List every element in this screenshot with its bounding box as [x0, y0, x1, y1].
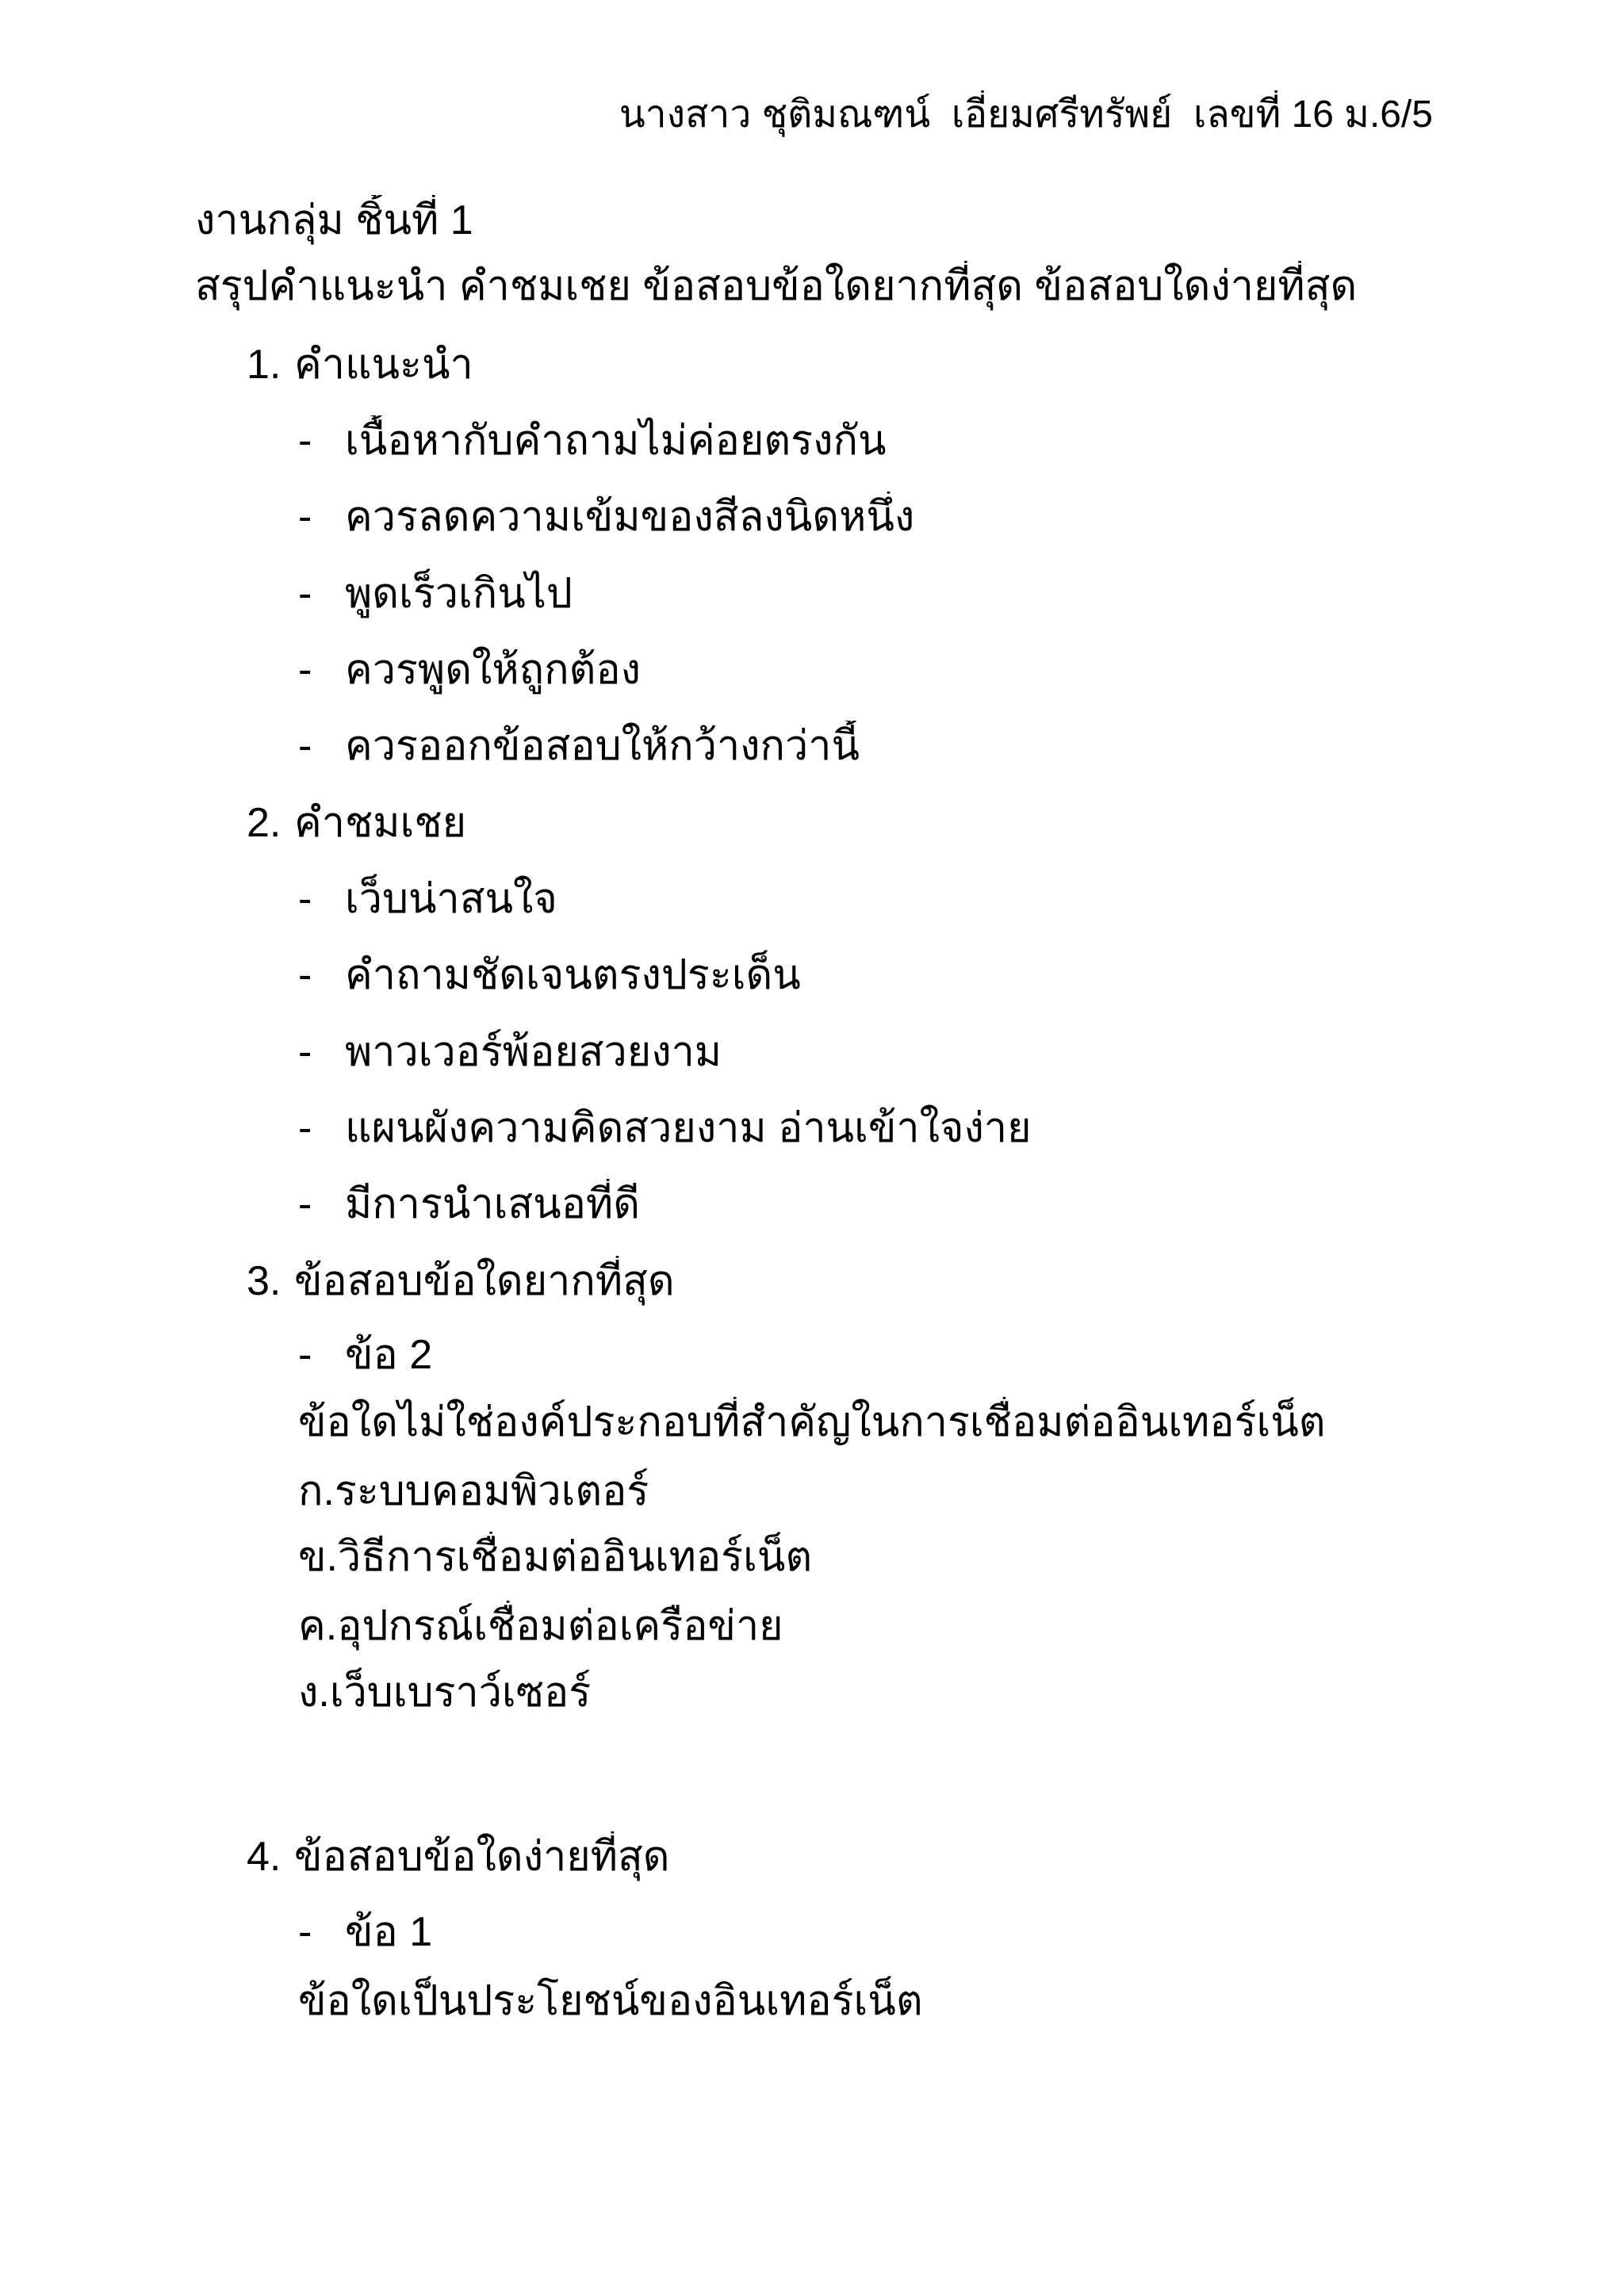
- list-item: [298, 492, 1537, 542]
- list-item: [298, 1103, 1537, 1154]
- list-item: [298, 645, 1537, 695]
- list-item: [298, 1179, 1537, 1230]
- answer-choice: ก.ระบบคอมพิวเตอร์: [298, 1468, 649, 1514]
- list-marker: -: [298, 571, 312, 617]
- list-item-text: ข้อ 2: [345, 1332, 433, 1378]
- section-heading-hardest-question: [247, 1256, 1537, 1307]
- section-heading-label: ข้อสอบข้อใดง่ายที่สุด: [294, 1834, 670, 1880]
- list-item-text: ควรพูดให้ถูกต้อง: [345, 647, 641, 693]
- document-subtitle: สรุปคำแนะนำ คำชมเชย ข้อสอบข้อใดยากที่สุด ข้อสอบใดง่ายที่สุด: [195, 263, 1358, 309]
- list-marker: -: [298, 1105, 312, 1151]
- list-marker: -: [298, 1029, 312, 1075]
- document-title: งานกลุ่ม ชิ้นที่ 1: [195, 197, 473, 243]
- list-item-text: มีการนำเสนอที่ดี: [345, 1181, 640, 1227]
- list-item-text: ข้อ 1: [345, 1909, 433, 1955]
- section-number: 3.: [247, 1258, 282, 1304]
- list-marker: -: [298, 647, 312, 693]
- question-text: ข้อใดไม่ใช่องค์ประกอบที่สำคัญในการเชื่อมต่ออินเทอร์เน็ต: [298, 1399, 1326, 1445]
- section-heading-advice: [247, 339, 1537, 390]
- list-item: [298, 874, 1537, 924]
- list-item-text: เนื้อหากับคำถามไม่ค่อยตรงกัน: [345, 418, 887, 464]
- list-item-text: เว็บน่าสนใจ: [345, 876, 557, 922]
- list-item-text: พูดเร็วเกินไป: [345, 571, 573, 617]
- list-item: [298, 415, 1537, 466]
- section-number: 4.: [247, 1834, 282, 1880]
- section-heading-praise: [247, 798, 1537, 848]
- answer-choice: ข.วิธีการเชื่อมต่ออินเทอร์เน็ต: [298, 1534, 813, 1580]
- list-item-text: พาวเวอร์พ้อยสวยงาม: [345, 1029, 722, 1075]
- section-heading-easiest-question: [247, 1831, 1537, 1882]
- list-marker: -: [298, 723, 312, 769]
- list-item: [298, 1027, 1537, 1077]
- answer-choice: ง.เว็บเบราว์เซอร์: [298, 1670, 592, 1716]
- list-item-text: แผนผังความคิดสวยงาม อ่านเข้าใจง่าย: [345, 1105, 1032, 1151]
- section-number: 1.: [247, 342, 282, 388]
- student-info-line: นางสาว ชุติมณฑน์ เอี่ยมศรีทรัพย์ เลขที่ 16 ม.6/5: [619, 94, 1433, 136]
- answer-choice: ค.อุปกรณ์เชื่อมต่อเครือข่าย: [298, 1603, 783, 1649]
- section-heading-label: คำชมเชย: [294, 800, 467, 846]
- list-item: [298, 1330, 1537, 1380]
- list-item-text: คำถามชัดเจนตรงประเด็น: [345, 952, 801, 998]
- list-item: [298, 721, 1537, 771]
- section-heading-label: คำแนะนำ: [294, 342, 473, 388]
- list-item: [298, 568, 1537, 619]
- list-marker: -: [298, 418, 312, 464]
- list-marker: -: [298, 1909, 312, 1955]
- list-marker: -: [298, 952, 312, 998]
- section-number: 2.: [247, 800, 282, 846]
- list-item: [298, 1907, 1537, 1957]
- list-marker: -: [298, 1332, 312, 1378]
- list-marker: -: [298, 494, 312, 540]
- list-marker: -: [298, 1181, 312, 1227]
- list-item-text: ควรลดความเข้มของสีลงนิดหนึ่ง: [345, 494, 915, 540]
- list-marker: -: [298, 876, 312, 922]
- list-item: [298, 950, 1537, 1001]
- section-heading-label: ข้อสอบข้อใดยากที่สุด: [294, 1258, 675, 1304]
- question-text: ข้อใดเป็นประโยชน์ของอินเทอร์เน็ต: [298, 1978, 923, 2024]
- list-item-text: ควรออกข้อสอบให้กว้างกว่านี้: [345, 723, 860, 769]
